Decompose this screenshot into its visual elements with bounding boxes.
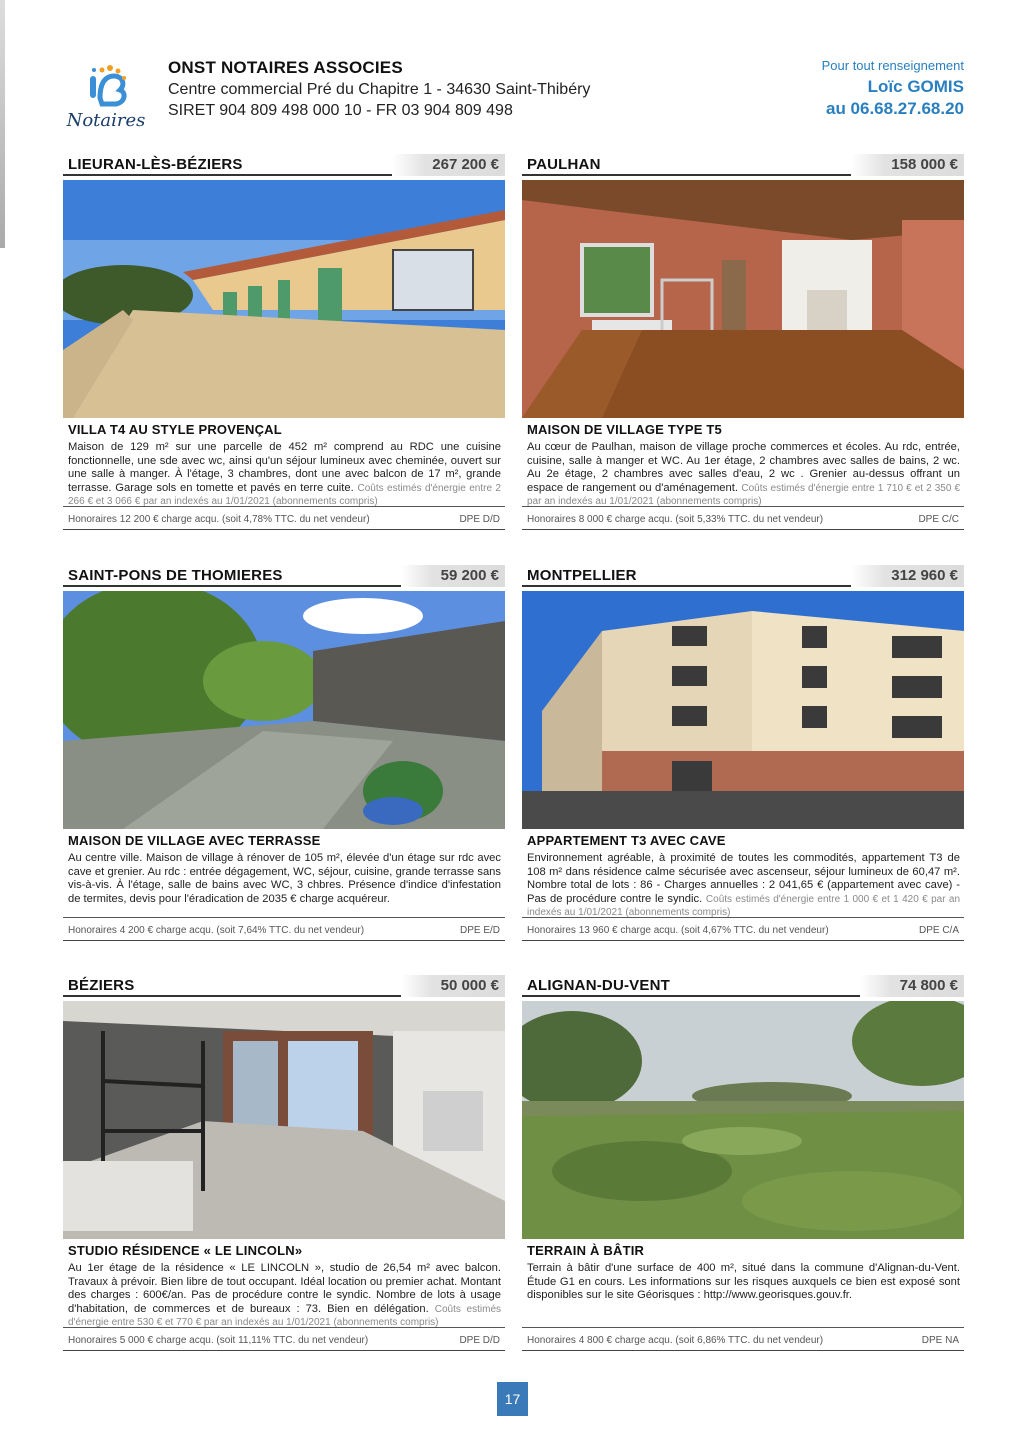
listing-city: BÉZIERS [68,977,135,994]
listing-price: 59 200 € [401,565,505,587]
listing-energy-costs: Coûts estimés d'énergie entre 1 710 € et 2 350 € par an indexés au 1/01/2021 (abonnements compris) [527,482,961,508]
listing-description [68,1262,501,1330]
listing-type: APPARTEMENT T3 AVEC CAVE [527,833,726,848]
listing-city: ALIGNAN-DU-VENT [527,977,670,994]
listing-card [63,975,505,1365]
listing-card [522,975,964,1365]
listing-bottom-rule [522,529,964,530]
listing-city: MONTPELLIER [527,567,637,584]
listing-desc-text: Environnement agréable, à proximité de toutes les commodités, appartement T3 de 108 m² dans résidence calme sécurisée avec ascenseur, séjour lumineux de 60,47 m². Nombre total de lots : 86 - Charges annuelles : 2 041,65 € (appartement avec cave) - Pas de procédure contre le syndic. [527,852,960,905]
listing-card [522,154,964,544]
listing-energy-costs: Coûts estimés d'énergie entre 2 266 € et 3 066 € par an indexés au 1/01/2021 (abonnements compris) [68,482,501,508]
listing-header [522,565,964,587]
garden-terrace-photo [63,591,505,829]
listing-header [522,154,964,176]
listing-bottom-rule [63,1350,505,1351]
listing-bottom-rule [63,529,505,530]
agency-block [168,58,590,120]
listing-city: SAINT-PONS DE THOMIERES [68,567,283,584]
listing-header [63,975,505,997]
listing-divider [63,506,505,507]
listing-desc-text: Terrain à bâtir d'une surface de 400 m², situé dans la commune d'Alignan-du-Vent. Étude G1 en cours. Les informations sur les risques auxquels ce bien est exposé sont disponibles sur le site Géorisques : http://www.georisques.gouv.fr. [527,1262,960,1302]
listing-fees: Honoraires 4 200 € charge acqu. (soit 7,64% TTC. du net vendeur) [68,925,365,936]
listing-header [63,565,505,587]
listing-dpe: DPE D/D [459,514,500,525]
listing-dpe: DPE C/C [918,514,959,525]
listing-bottom-rule [522,940,964,941]
agency-address: Centre commercial Pré du Chapitre 1 - 34630 Saint-Thibéry [168,81,591,98]
listing-bottom-rule [522,1350,964,1351]
listing-price: 158 000 € [851,154,964,176]
listing-description [527,852,960,920]
listing-card [63,565,505,955]
agency-siret: SIRET 904 809 498 000 10 - FR 03 904 809 498 [168,102,513,119]
listing-dpe: DPE C/A [918,925,959,936]
page-header [0,0,1024,140]
listing-desc-text: Au centre ville. Maison de village à rénover de 105 m², élevée d'un étage sur rdc avec cave et grenier. Au rdc : entrée dégagement, WC, séjour, cuisine, grande terrasse sans vis-à-vis. À l'étage, salle de bains avec WC, 3 chbres. Présence d'indice d'infestation de termites, devis pour l'éradication de 2035 € charge acquéreur. [68,852,501,905]
studio-interior-photo [63,1001,505,1239]
listing-header [63,154,505,176]
listing-city: PAULHAN [527,156,601,173]
contact-block [822,58,964,119]
listing-fees: Honoraires 5 000 € charge acqu. (soit 11,11% TTC. du net vendeur) [68,1335,369,1346]
contact-name: Loïc GOMIS [867,77,964,96]
listing-description [68,852,501,906]
listing-divider [63,1327,505,1328]
villa-terrace-photo [63,180,505,418]
listing-divider [522,506,964,507]
listing-description [527,1262,960,1303]
listing-header [522,975,964,997]
listing-price: 74 800 € [860,975,964,997]
listing-card [522,565,964,955]
listing-type: MAISON DE VILLAGE TYPE T5 [527,422,722,437]
land-plot-photo [522,1001,964,1239]
wooden-floor-room-photo [522,180,964,418]
listing-dpe: DPE D/D [459,1335,500,1346]
listing-price: 267 200 € [392,154,505,176]
listing-price: 50 000 € [401,975,505,997]
listing-description [527,441,960,509]
contact-phone[interactable]: au 06.68.27.68.20 [825,99,964,118]
listing-bottom-rule [63,940,505,941]
listing-energy-costs: Coûts estimés d'énergie entre 1 000 € et 1 420 € par an indexés au 1/01/2021 (abonnements compris) [527,893,961,919]
listing-dpe: DPE NA [921,1335,959,1346]
listing-divider [522,917,964,918]
listing-description [68,441,501,509]
listing-type: VILLA T4 AU STYLE PROVENÇAL [68,422,282,437]
listing-desc-text: Au cœur de Paulhan, maison de village proche commerces et écoles. Au rdc, entrée, cuisine, salle à manger et WC. Au 1er étage, 2 chambres avec salles de bains, 2 wc. Au 2e étage, 2 chambres avec salles d'eau, 2 wc . Grenier au-dessus offrant un espace de rangement ou d'aménagement. [527,441,960,494]
listing-card [63,154,505,544]
listing-type: TERRAIN À BÂTIR [527,1243,645,1258]
logo-wordmark: Notaires [66,110,146,131]
listing-price: 312 960 € [851,565,964,587]
listing-divider [63,917,505,918]
listing-divider [522,1327,964,1328]
listing-fees: Honoraires 4 800 € charge acqu. (soit 6,86% TTC. du net vendeur) [527,1335,824,1346]
page-number: 17 [497,1382,528,1416]
contact-label: Pour tout renseignement [821,58,964,73]
listing-dpe: DPE E/D [459,925,500,936]
listing-desc-text: Maison de 129 m² sur une parcelle de 452 m² comprend au RDC une cuisine fonctionnelle, une sde avec wc, ainsi qu'un séjour lumineux avec cheminée, ouvert sur une salle à manger. À l'étage, 3 chambres, dont une avec balcon de 17 m², grande terrasse. Garage sols en tomette et pavés en terre cuite. [68,441,501,494]
listing-type: STUDIO RÉSIDENCE « LE LINCOLN» [68,1243,303,1258]
agency-name: ONST NOTAIRES ASSOCIES [168,58,403,77]
listing-city: LIEURAN-LÈS-BÉZIERS [68,156,243,173]
listing-fees: Honoraires 13 960 € charge acqu. (soit 4,67% TTC. du net vendeur) [527,925,829,936]
listing-type: MAISON DE VILLAGE AVEC TERRASSE [68,833,321,848]
listing-desc-text: Au 1er étage de la résidence « LE LINCOLN », studio de 26,54 m² avec balcon. Travaux à prévoir. Bien libre de tout occupant. Idéal location ou premier achat. Montant des charges : 600€/an. Pas de procédure contre le syndic. Nombre de lots à usage d'habitation, de commerces et de bureaux : 73. Bien en délégation. [68,1262,501,1315]
apartment-building-photo [522,591,964,829]
notaires-logo-icon [76,62,134,110]
listing-energy-costs: Coûts estimés d'énergie entre 530 € et 770 € par an indexés au 1/01/2021 (abonnements compris) [68,1303,502,1329]
notaires-logo [58,62,154,134]
listing-fees: Honoraires 12 200 € charge acqu. (soit 4,78% TTC. du net vendeur) [68,514,370,525]
listing-fees: Honoraires 8 000 € charge acqu. (soit 5,33% TTC. du net vendeur) [527,514,824,525]
